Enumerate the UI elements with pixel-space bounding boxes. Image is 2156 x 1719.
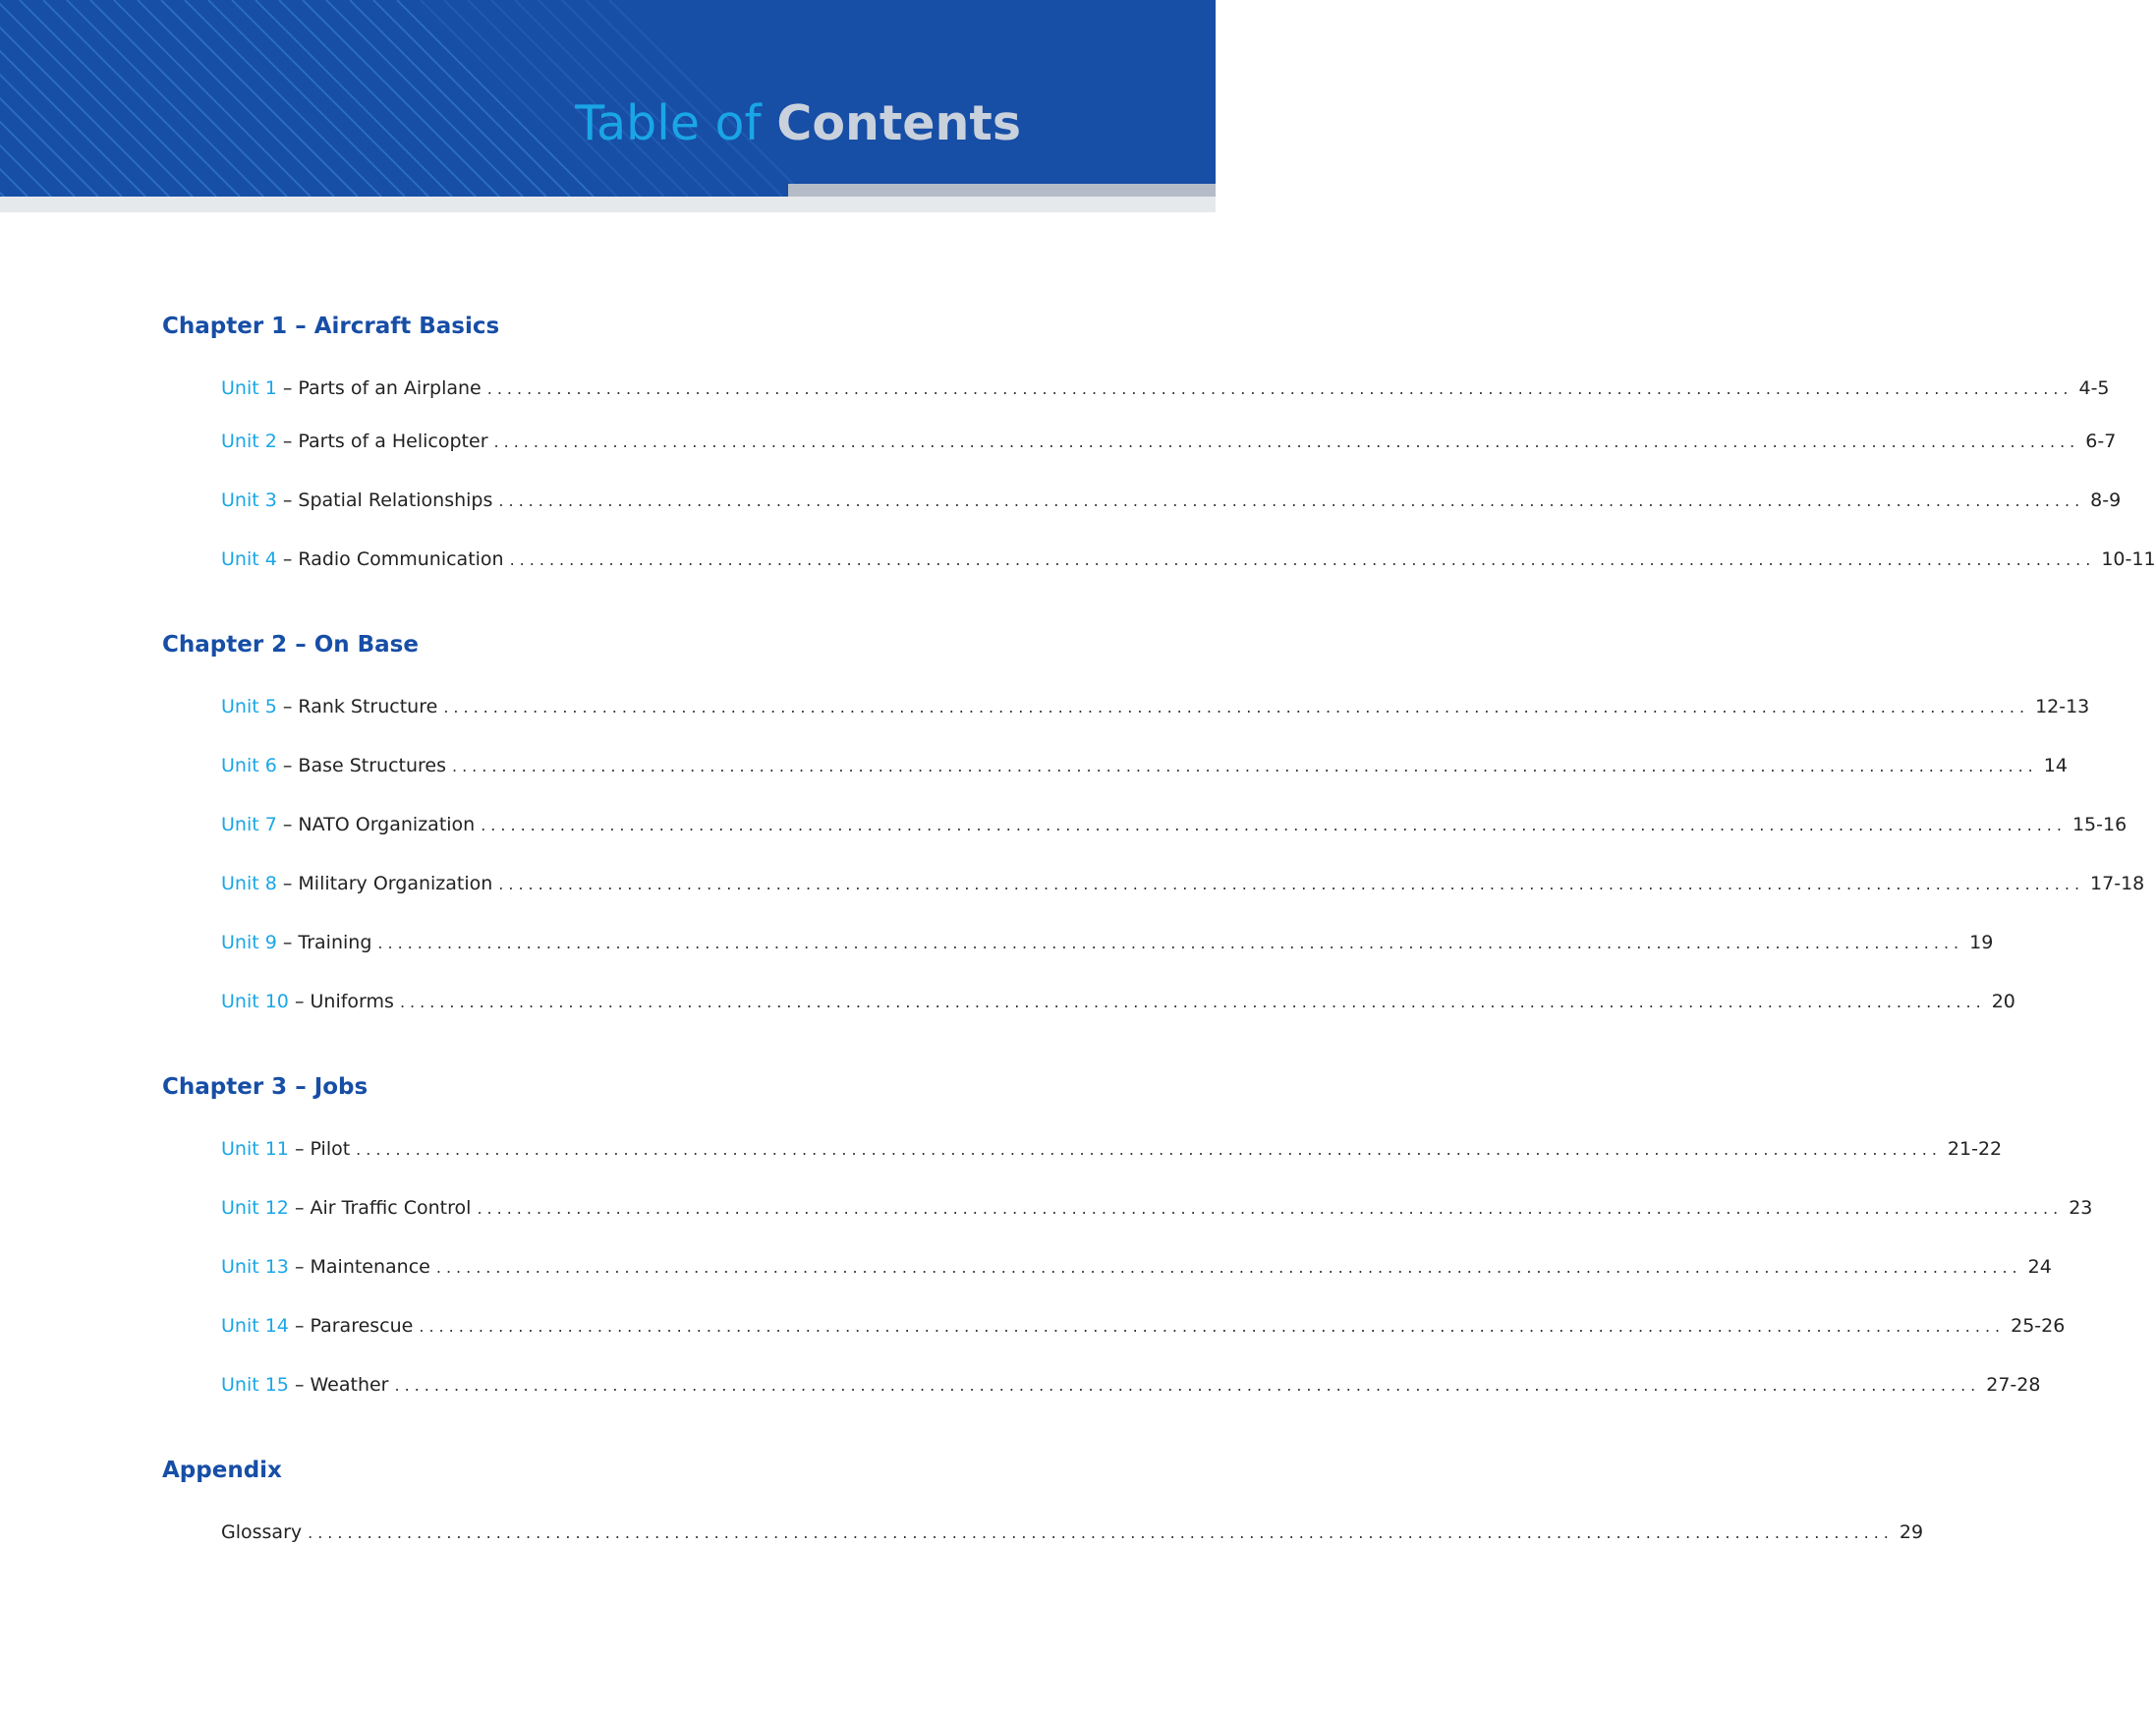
unit-title: Military Organization xyxy=(298,873,493,894)
page-number: 27-28 xyxy=(1986,1374,2041,1396)
dot-leader: ................................................................................................................................................................ xyxy=(394,1376,1981,1395)
page-number: 19 xyxy=(1969,932,1994,953)
unit-label: Unit 11 xyxy=(221,1138,289,1160)
unit-label: Unit 3 xyxy=(221,489,277,511)
unit-label: Unit 13 xyxy=(221,1256,289,1278)
page-number: 6-7 xyxy=(2085,430,2117,452)
unit-label: Unit 14 xyxy=(221,1315,289,1337)
toc-entry[interactable]: Unit 10 – Uniforms ................................................................................................................................................................ 20 xyxy=(221,989,1077,1015)
unit-title: Weather xyxy=(310,1374,389,1396)
unit-title: Pararescue xyxy=(310,1315,414,1337)
page-number: 29 xyxy=(1899,1521,1924,1543)
appendix-heading: Appendix xyxy=(162,1458,282,1483)
unit-title: Base Structures xyxy=(298,755,446,776)
page-number: 8-9 xyxy=(2090,489,2122,511)
unit-label: Unit 4 xyxy=(221,548,277,570)
dot-leader: ................................................................................................................................................................ xyxy=(481,816,2067,834)
header-underline xyxy=(0,197,1216,212)
page-title-light: Table of xyxy=(575,95,762,151)
toc-entry[interactable]: Unit 1 – Parts of an Airplane ................................................................................................................................................................ 4-5 xyxy=(221,375,1077,402)
chapter-heading: Chapter 2 – On Base xyxy=(162,632,419,658)
diagonal-stripes-decoration xyxy=(0,0,629,197)
unit-label: Unit 7 xyxy=(221,814,277,835)
glossary-title: Glossary xyxy=(221,1521,303,1543)
page-number: 23 xyxy=(2069,1197,2093,1219)
page-number: 4-5 xyxy=(2078,377,2110,399)
header-banner xyxy=(0,0,1216,197)
dot-leader: ................................................................................................................................................................ xyxy=(477,1199,2064,1218)
dot-leader: ................................................................................................................................................................ xyxy=(498,875,2085,893)
dot-leader: ................................................................................................................................................................ xyxy=(419,1317,2006,1336)
unit-title: Uniforms xyxy=(310,991,394,1012)
unit-label: Unit 9 xyxy=(221,932,277,953)
page-number: 17-18 xyxy=(2090,873,2145,894)
unit-label: Unit 15 xyxy=(221,1374,289,1396)
dot-leader: ................................................................................................................................................................ xyxy=(509,550,2096,569)
toc-entry[interactable]: Unit 3 – Spatial Relationships ................................................................................................................................................................ 8-9 xyxy=(221,487,1077,514)
page-number: 24 xyxy=(2027,1256,2052,1278)
unit-title: Training xyxy=(298,932,372,953)
unit-title: Maintenance xyxy=(310,1256,430,1278)
toc-entry[interactable]: Unit 4 – Radio Communication ................................................................................................................................................................ 10-11 xyxy=(221,546,1077,573)
page-number: 15-16 xyxy=(2071,814,2128,835)
toc-entry[interactable]: Unit 8 – Military Organization ................................................................................................................................................................ 17-18 xyxy=(221,871,1077,897)
unit-title: Parts of an Airplane xyxy=(298,377,482,399)
toc-entry[interactable]: Unit 12 – Air Traffic Control ................................................................................................................................................................ 23 xyxy=(221,1195,1077,1222)
unit-label: Unit 6 xyxy=(221,755,277,776)
dot-leader: ................................................................................................................................................................ xyxy=(308,1523,1894,1542)
unit-title: Spatial Relationships xyxy=(298,489,493,511)
unit-label: Unit 10 xyxy=(221,991,289,1012)
unit-title: Radio Communication xyxy=(298,548,504,570)
dot-leader: ................................................................................................................................................................ xyxy=(498,491,2085,510)
dot-leader: ................................................................................................................................................................ xyxy=(493,432,2080,451)
toc-entry[interactable]: Unit 11 – Pilot ................................................................................................................................................................ 21-22 xyxy=(221,1136,1077,1163)
unit-title: Rank Structure xyxy=(298,696,438,717)
dot-leader: ................................................................................................................................................................ xyxy=(356,1140,1942,1159)
chapter-heading: Chapter 3 – Jobs xyxy=(162,1074,369,1100)
toc-entry[interactable]: Unit 6 – Base Structures ................................................................................................................................................................ 14 xyxy=(221,753,1077,779)
chapter-heading: Chapter 1 – Aircraft Basics xyxy=(162,314,500,339)
toc-entry[interactable]: Unit 7 – NATO Organization ................................................................................................................................................................ 15-16 xyxy=(221,812,1077,838)
unit-label: Unit 2 xyxy=(221,430,277,452)
unit-title: Air Traffic Control xyxy=(310,1197,472,1219)
page-number: 14 xyxy=(2043,755,2068,776)
unit-label: Unit 5 xyxy=(221,696,277,717)
dot-leader: ................................................................................................................................................................ xyxy=(452,757,2038,775)
dot-leader: ................................................................................................................................................................ xyxy=(377,934,1964,952)
dot-leader: ................................................................................................................................................................ xyxy=(443,698,2030,716)
page-number: 21-22 xyxy=(1947,1138,2003,1160)
unit-title: Parts of a Helicopter xyxy=(298,430,488,452)
dot-leader: ................................................................................................................................................................ xyxy=(399,993,1986,1011)
page-number: 10-11 xyxy=(2101,548,2156,570)
unit-label: Unit 12 xyxy=(221,1197,289,1219)
unit-label: Unit 1 xyxy=(221,377,277,399)
page-title-bold: Contents xyxy=(776,95,1021,151)
unit-title: NATO Organization xyxy=(298,814,476,835)
toc-entry[interactable]: Unit 15 – Weather ................................................................................................................................................................ 27-28 xyxy=(221,1372,1077,1399)
toc-entry[interactable]: Unit 14 – Pararescue ................................................................................................................................................................ 25-26 xyxy=(221,1313,1077,1340)
unit-label: Unit 8 xyxy=(221,873,277,894)
toc-entry[interactable]: Unit 13 – Maintenance ................................................................................................................................................................ 24 xyxy=(221,1254,1077,1281)
header-tab-accent xyxy=(788,184,1216,197)
dot-leader: ................................................................................................................................................................ xyxy=(486,379,2073,398)
unit-title: Pilot xyxy=(310,1138,351,1160)
page-number: 20 xyxy=(1991,991,2015,1012)
toc-entry[interactable] xyxy=(221,1519,1924,1546)
page-number: 25-26 xyxy=(2011,1315,2066,1337)
toc-entry[interactable]: Unit 2 – Parts of a Helicopter ................................................................................................................................................................ 6-7 xyxy=(221,429,1077,455)
toc-entry[interactable]: Unit 5 – Rank Structure ................................................................................................................................................................ 12-13 xyxy=(221,694,1077,720)
page-number: 12-13 xyxy=(2035,696,2090,717)
page-title xyxy=(575,94,1021,153)
toc-entry[interactable]: Unit 9 – Training ................................................................................................................................................................ 19 xyxy=(221,930,1077,956)
dot-leader: ................................................................................................................................................................ xyxy=(435,1258,2022,1277)
